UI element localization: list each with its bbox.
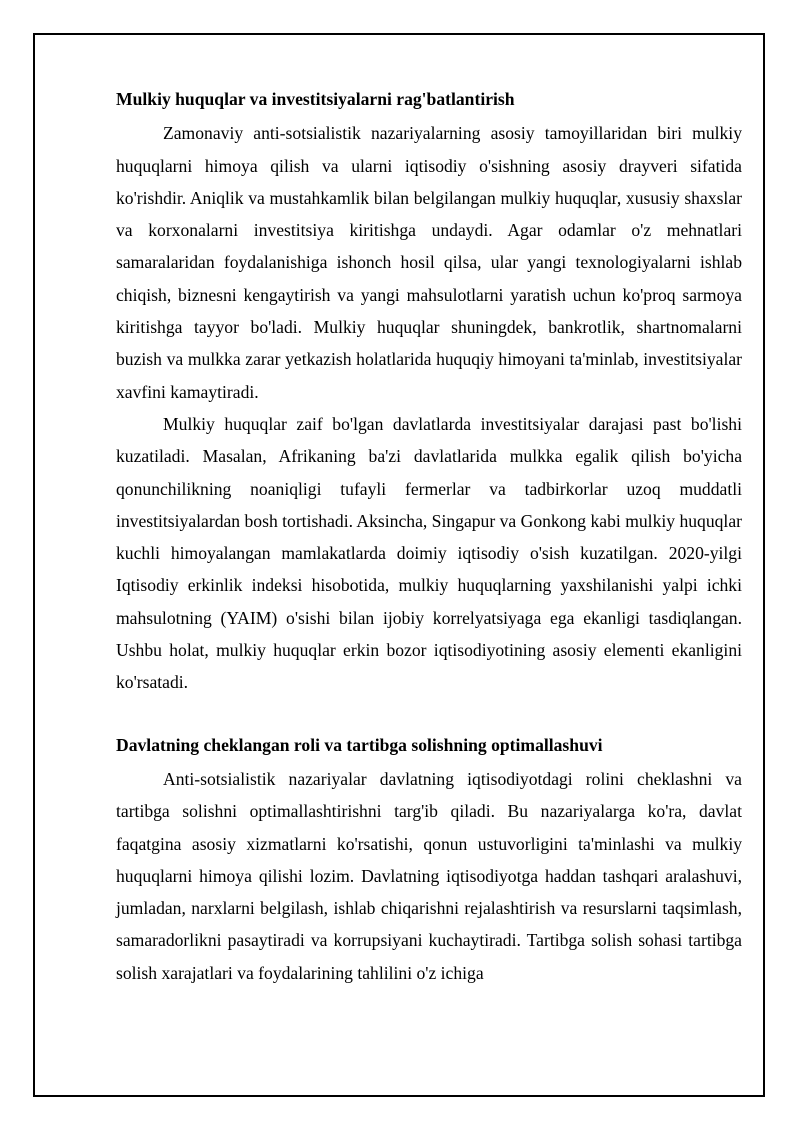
section-heading-property-rights: Mulkiy huquqlar va investitsiyalarni rag'batlantirish (116, 89, 515, 109)
document-body (116, 83, 742, 989)
paragraph: Zamonaviy anti-sotsialistik nazariyalarning asosiy tamoyillaridan biri mulkiy huquqlarni himoya qilish va ularni iqtisodiy o'sishning asosiy drayveri sifatida ko'rishdir. Aniqlik va mustahkamlik bilan belgilangan mulkiy huquqlar, xususiy shaxslar va korxonalarni investitsiya kiritishga undaydi. Agar odamlar o'z mehnatlari samaralaridan foydalanishiga ishonch hosil qilsa, ular yangi texnologiyalarni ishlab chiqish, biznesni kengaytirish va yangi mahsulotlarni yaratish uchun ko'proq sarmoya kiritishga tayyor bo'ladi. Mulkiy huquqlar shuningdek, bankrotlik, shartnomalarni buzish va mulkka zarar yetkazish holatlarida huquqiy himoyani ta'minlab, investitsiyalar xavfini kamaytiradi. (116, 123, 742, 402)
paragraph: Mulkiy huquqlar zaif bo'lgan davlatlarda investitsiyalar darajasi past bo'lishi kuzatiladi. Masalan, Afrikaning ba'zi davlatlarida mulkka egalik qilish bo'yicha qonunchilikning noaniqligi tufayli fermerlar va tadbirkorlar uzoq muddatli investitsiyalardan bosh tortishadi. Aksincha, Singapur va Gonkong kabi mulkiy huquqlar kuchli himoyalangan mamlakatlarda doimiy iqtisodiy o'sish kuzatilgan. 2020-yilgi Iqtisodiy erkinlik indeksi hisobotida, mulkiy huquqlarning yaxshilanishi yalpi ichki mahsulotning (YAIM) o'sishi bilan ijobiy korrelyatsiyaga ega ekanligi tasdiqlangan. Ushbu holat, mulkiy huquqlar erkin bozor iqtisodiyotining asosiy elementi ekanligini ko'rsatadi. (116, 413, 742, 693)
section-heading-limited-state-role: Davlatning cheklangan roli va tartibga solishning optimallashuvi (116, 734, 603, 755)
paragraph: Anti-sotsialistik nazariyalar davlatning iqtisodiyotdagi rolini cheklashni va tartibga solishni optimallashtirishni targ'ib qiladi. Bu nazariyalarga ko'ra, davlat faqatgina asosiy xizmatlarni ko'rsatishi, qonun ustuvorligini ta'minlashi va mulkiy huquqlarni himoya qilishi lozim. Davlatning iqtisodiyotga haddan tashqari aralashuvi, jumladan, narxlarni belgilash, ishlab chiqarishni rejalashtirish va resurslarni taqsimlash, samaradorlikni pasaytiradi va korrupsiyani kuchaytiradi. Tartibga solish sohasi tartibga solish xarajatlari va foydalarining tahlilini o'z ichiga (116, 768, 742, 983)
